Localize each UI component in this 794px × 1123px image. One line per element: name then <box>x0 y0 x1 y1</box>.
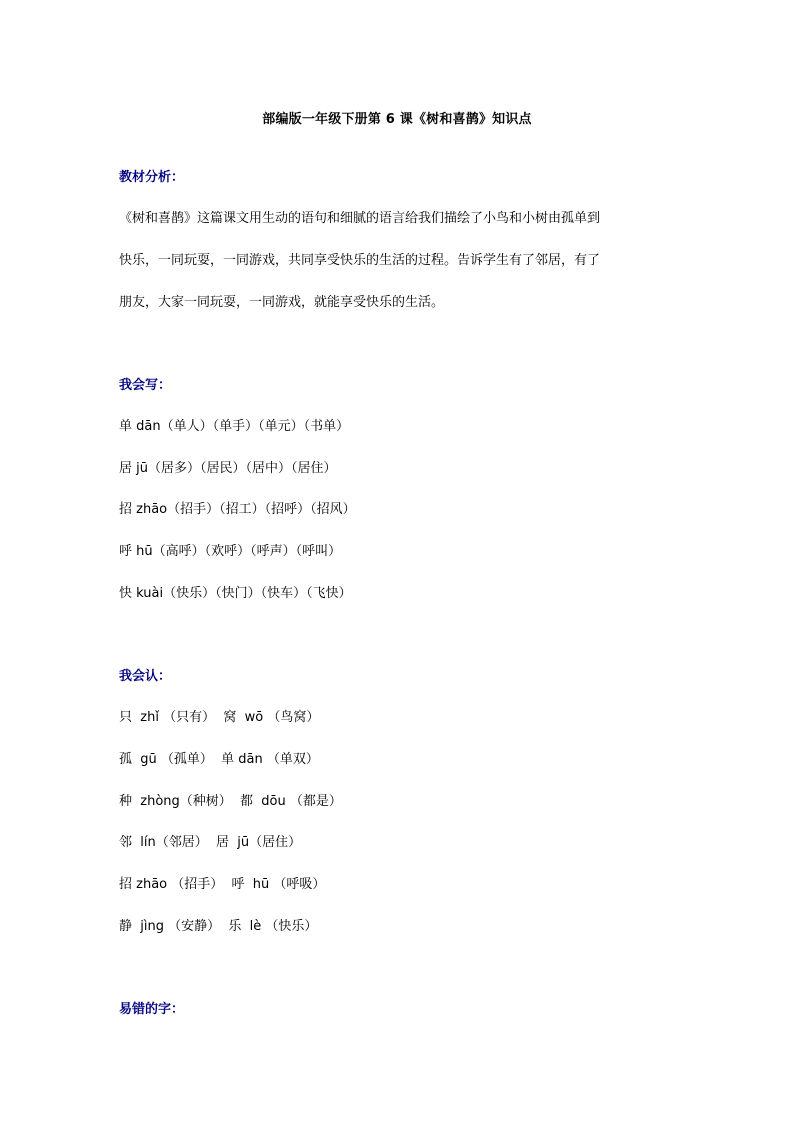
write-entry: 招 zhāo（招手）（招工）（招呼）（招风） <box>119 502 356 517</box>
write-entry: 呼 hū（高呼）（欢呼）（呼声）（呼叫） <box>119 544 342 559</box>
analysis-heading: 教材分析： <box>119 170 185 185</box>
recognize-entry: 孤 gū （孤单） 单 dān （单双） <box>119 752 319 767</box>
recognize-entry: 招 zhāo （招手） 呼 hū （呼吸） <box>119 877 326 892</box>
analysis-line: 朋友，大家一同玩耍，一同游戏，就能享受快乐的生活。 <box>119 295 445 310</box>
analysis-line: 快乐，一同玩耍，一同游戏，共同享受快乐的生活的过程。告诉学生有了邻居，有了 <box>119 253 601 268</box>
mistakes-heading: 易错的字： <box>119 1002 185 1017</box>
write-entry: 单 dān（单人）（单手）（单元）（书单） <box>119 419 350 434</box>
write-entry: 快 kuài（快乐）（快门）（快车）（飞快） <box>119 586 352 601</box>
recognize-heading: 我会认： <box>119 669 172 684</box>
write-entry: 居 jū（居多）（居民）（居中）（居住） <box>119 461 337 476</box>
recognize-entry: 邻 lín（邻居） 居 jū（居住） <box>119 835 302 850</box>
document-title: 部编版一年级下册第 6 课《树和喜鹊》知识点 <box>262 112 532 127</box>
recognize-entry: 静 jìng （安静） 乐 lè （快乐） <box>119 919 318 934</box>
recognize-entry: 种 zhòng（种树） 都 dōu （都是） <box>119 794 342 809</box>
recognize-entry: 只 zhǐ （只有） 窝 wō （鸟窝） <box>119 710 320 725</box>
analysis-line: 《树和喜鹊》这篇课文用生动的语句和细腻的语言给我们描绘了小鸟和小树由孤单到 <box>119 211 601 226</box>
write-heading: 我会写： <box>119 378 172 393</box>
